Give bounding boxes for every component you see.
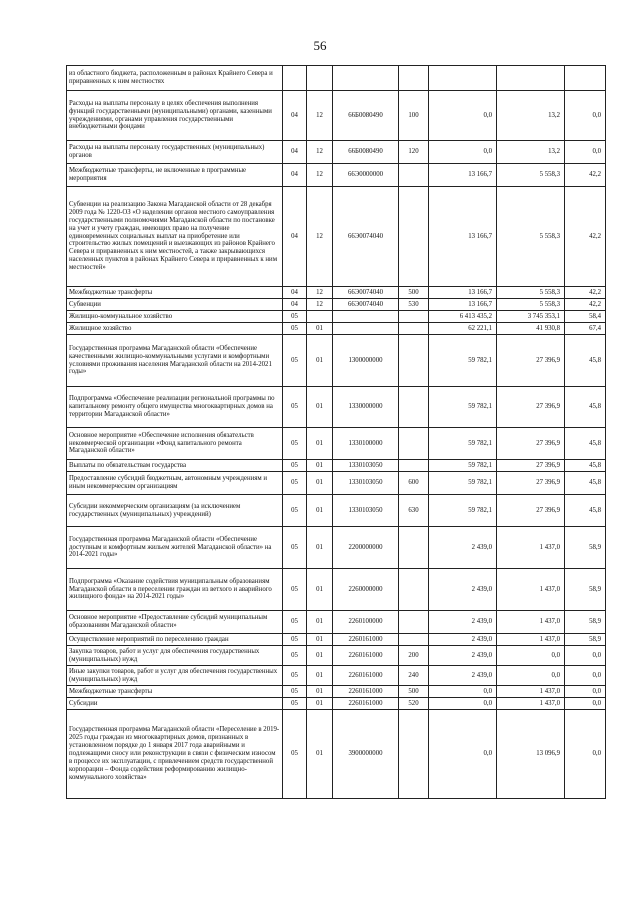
cell-expense-type	[399, 187, 429, 287]
cell-expense-type	[399, 710, 429, 799]
cell-section	[283, 66, 307, 91]
cell-name: Подпрограмма «Оказание содействия муниципальным образованиям Магаданской области в переселении граждан из ветхого и аварийного жилищного фонда» на 2014-2021 годы»	[67, 569, 283, 611]
cell-plan-amount: 13 166,7	[429, 287, 497, 299]
table-body	[67, 66, 606, 799]
cell-percent: 45,8	[565, 460, 606, 472]
cell-plan-amount: 59 782,1	[429, 495, 497, 527]
cell-section: 04	[283, 287, 307, 299]
cell-percent: 58,9	[565, 569, 606, 611]
cell-subsection: 12	[307, 91, 333, 141]
cell-target-article: 66Э0074040	[333, 299, 399, 311]
cell-percent: 42,2	[565, 187, 606, 287]
cell-section: 04	[283, 141, 307, 164]
cell-expense-type	[399, 428, 429, 460]
cell-actual-amount: 1 437,0	[497, 698, 565, 710]
cell-percent: 67,4	[565, 323, 606, 335]
cell-section: 04	[283, 91, 307, 141]
cell-actual-amount: 27 396,9	[497, 460, 565, 472]
cell-name: Субсидии	[67, 698, 283, 710]
cell-name: Жилищно-коммунальное хозяйство	[67, 311, 283, 323]
cell-actual-amount: 13,2	[497, 91, 565, 141]
cell-percent: 58,9	[565, 527, 606, 569]
cell-name: Межбюджетные трансферты, не включенные в программные мероприятия	[67, 164, 283, 187]
cell-expense-type	[399, 569, 429, 611]
cell-subsection: 01	[307, 387, 333, 428]
cell-name: Основное мероприятие «Предоставление субсидий муниципальным образованиям Магаданской области»	[67, 611, 283, 634]
cell-actual-amount: 27 396,9	[497, 387, 565, 428]
budget-table	[66, 65, 606, 799]
cell-target-article: 2200000000	[333, 527, 399, 569]
table-row	[67, 710, 606, 799]
cell-actual-amount: 1 437,0	[497, 569, 565, 611]
table-row	[67, 164, 606, 187]
cell-expense-type: 520	[399, 698, 429, 710]
cell-subsection: 12	[307, 164, 333, 187]
cell-target-article	[333, 311, 399, 323]
page-number: 56	[313, 38, 327, 53]
table-row	[67, 472, 606, 495]
cell-target-article: 2260161000	[333, 666, 399, 686]
cell-target-article: 1330103050	[333, 495, 399, 527]
cell-plan-amount: 59 782,1	[429, 335, 497, 387]
cell-percent: 0,0	[565, 646, 606, 666]
cell-section: 05	[283, 311, 307, 323]
cell-expense-type: 630	[399, 495, 429, 527]
cell-plan-amount: 2 439,0	[429, 569, 497, 611]
cell-name: Расходы на выплаты персоналу государственных (муниципальных) органов	[67, 141, 283, 164]
cell-percent: 45,8	[565, 428, 606, 460]
cell-target-article: 1330000000	[333, 387, 399, 428]
cell-plan-amount: 2 439,0	[429, 646, 497, 666]
cell-name: Иные закупки товаров, работ и услуг для обеспечения государственных (муниципальных) нужд	[67, 666, 283, 686]
cell-percent: 0,0	[565, 91, 606, 141]
cell-section: 04	[283, 187, 307, 287]
cell-name: Межбюджетные трансферты	[67, 287, 283, 299]
cell-plan-amount: 6 413 435,2	[429, 311, 497, 323]
cell-section: 05	[283, 472, 307, 495]
cell-actual-amount: 13,2	[497, 141, 565, 164]
cell-section: 04	[283, 164, 307, 187]
table-row	[67, 428, 606, 460]
cell-name: Государственная программа Магаданской области «Переселение в 2019-2025 годы граждан из многоквартирных домов, признанных в установленном порядке до 1 января 2017 года аварийными и подлежащими сносу или реконструкции в связи с физическим износом в процессе их эксплуатации, с привлечением средств государственной корпорации – Фонда содействия реформированию жилищно-коммунального хозяйства»	[67, 710, 283, 799]
cell-actual-amount: 5 558,3	[497, 299, 565, 311]
table-row	[67, 460, 606, 472]
cell-section: 04	[283, 299, 307, 311]
cell-subsection: 12	[307, 299, 333, 311]
cell-actual-amount: 3 745 353,1	[497, 311, 565, 323]
cell-subsection: 01	[307, 569, 333, 611]
cell-section: 05	[283, 569, 307, 611]
cell-section: 05	[283, 646, 307, 666]
cell-section: 05	[283, 710, 307, 799]
cell-expense-type: 500	[399, 686, 429, 698]
cell-expense-type	[399, 387, 429, 428]
cell-subsection: 01	[307, 710, 333, 799]
cell-subsection: 01	[307, 460, 333, 472]
cell-subsection: 01	[307, 495, 333, 527]
cell-target-article: 2260161000	[333, 634, 399, 646]
cell-target-article: 66Э0074040	[333, 187, 399, 287]
cell-actual-amount: 1 437,0	[497, 611, 565, 634]
table-row	[67, 187, 606, 287]
cell-expense-type	[399, 335, 429, 387]
cell-plan-amount: 0,0	[429, 710, 497, 799]
cell-actual-amount: 5 558,3	[497, 187, 565, 287]
cell-name: Подпрограмма «Обеспечение реализации региональной программы по капитальному ремонту общего имущества многоквартирных домов на территории Магаданской области»	[67, 387, 283, 428]
cell-actual-amount: 0,0	[497, 666, 565, 686]
cell-subsection: 01	[307, 428, 333, 460]
cell-section: 05	[283, 460, 307, 472]
cell-target-article	[333, 66, 399, 91]
cell-expense-type: 120	[399, 141, 429, 164]
cell-section: 05	[283, 611, 307, 634]
cell-name: Государственная программа Магаданской области «Обеспечение доступным и комфортным жильем жителей Магаданской области» на 2014-2021 годы»	[67, 527, 283, 569]
cell-target-article: 1300000000	[333, 335, 399, 387]
cell-subsection: 01	[307, 611, 333, 634]
cell-plan-amount: 13 166,7	[429, 164, 497, 187]
cell-percent: 0,0	[565, 686, 606, 698]
cell-name: Выплаты по обязательствам государства	[67, 460, 283, 472]
cell-percent: 58,4	[565, 311, 606, 323]
cell-actual-amount: 5 558,3	[497, 287, 565, 299]
cell-target-article: 1330103050	[333, 460, 399, 472]
cell-actual-amount: 1 437,0	[497, 686, 565, 698]
table-row	[67, 495, 606, 527]
cell-percent: 42,2	[565, 287, 606, 299]
cell-percent: 58,9	[565, 611, 606, 634]
cell-percent: 45,8	[565, 335, 606, 387]
table-row	[67, 646, 606, 666]
cell-actual-amount: 41 930,8	[497, 323, 565, 335]
cell-name: Основное мероприятие «Обеспечение исполнения обязательств некоммерческой организации «Фонд капитального ремонта Магаданской области»	[67, 428, 283, 460]
cell-section: 05	[283, 686, 307, 698]
table-row	[67, 299, 606, 311]
cell-plan-amount: 2 439,0	[429, 527, 497, 569]
cell-percent: 0,0	[565, 698, 606, 710]
table-row	[67, 311, 606, 323]
table-row	[67, 323, 606, 335]
cell-expense-type: 100	[399, 91, 429, 141]
cell-plan-amount: 0,0	[429, 141, 497, 164]
cell-section: 05	[283, 335, 307, 387]
cell-name: Жилищное хозяйство	[67, 323, 283, 335]
cell-plan-amount: 59 782,1	[429, 428, 497, 460]
cell-actual-amount: 5 558,3	[497, 164, 565, 187]
cell-target-article: 1330100000	[333, 428, 399, 460]
cell-actual-amount: 1 437,0	[497, 527, 565, 569]
cell-section: 05	[283, 666, 307, 686]
cell-name: из областного бюджета, расположенным в районах Крайнего Севера и приравненных к ним местностях	[67, 66, 283, 91]
table-row	[67, 698, 606, 710]
table-row	[67, 686, 606, 698]
cell-name: Субвенции на реализацию Закона Магаданской области от 28 декабря 2009 года № 1220-ОЗ «О наделении органов местного самоуправления государственными полномочиями Магаданской области по постановке на учет и учету граждан, имеющих право на получение единовременных социальных выплат на приобретение или строительство жилых помещений и выезжающих из районов Крайнего Севера и приравненных к ним местностей, а также закрывающихся населенных пунктов в районах Крайнего Севера и приравненных к ним местностей»	[67, 187, 283, 287]
cell-expense-type: 500	[399, 287, 429, 299]
cell-target-article: 2260161000	[333, 686, 399, 698]
table-row	[67, 527, 606, 569]
cell-expense-type	[399, 164, 429, 187]
cell-percent: 0,0	[565, 710, 606, 799]
cell-percent: 45,8	[565, 387, 606, 428]
cell-percent: 45,8	[565, 472, 606, 495]
cell-expense-type: 200	[399, 646, 429, 666]
cell-subsection: 01	[307, 323, 333, 335]
table-row	[67, 666, 606, 686]
cell-expense-type	[399, 634, 429, 646]
cell-actual-amount: 27 396,9	[497, 495, 565, 527]
cell-name: Субвенции	[67, 299, 283, 311]
cell-subsection: 01	[307, 666, 333, 686]
table-row	[67, 569, 606, 611]
cell-expense-type	[399, 527, 429, 569]
table-row	[67, 387, 606, 428]
cell-actual-amount	[497, 66, 565, 91]
cell-plan-amount: 13 166,7	[429, 187, 497, 287]
cell-actual-amount: 27 396,9	[497, 428, 565, 460]
cell-target-article: 1330103050	[333, 472, 399, 495]
cell-actual-amount: 0,0	[497, 646, 565, 666]
table-row	[67, 66, 606, 91]
cell-section: 05	[283, 323, 307, 335]
cell-subsection: 01	[307, 698, 333, 710]
cell-plan-amount: 59 782,1	[429, 472, 497, 495]
cell-plan-amount: 62 221,1	[429, 323, 497, 335]
cell-target-article: 66Б0080490	[333, 91, 399, 141]
cell-expense-type	[399, 460, 429, 472]
table-row	[67, 287, 606, 299]
cell-target-article: 66Э0074040	[333, 287, 399, 299]
cell-plan-amount	[429, 66, 497, 91]
cell-target-article: 3900000000	[333, 710, 399, 799]
cell-plan-amount: 59 782,1	[429, 460, 497, 472]
cell-subsection: 01	[307, 646, 333, 666]
cell-percent: 0,0	[565, 666, 606, 686]
cell-target-article: 2260100000	[333, 611, 399, 634]
cell-target-article	[333, 323, 399, 335]
cell-subsection: 01	[307, 527, 333, 569]
cell-expense-type	[399, 66, 429, 91]
cell-target-article: 66Б0080490	[333, 141, 399, 164]
cell-subsection	[307, 66, 333, 91]
cell-expense-type	[399, 311, 429, 323]
table-row	[67, 611, 606, 634]
cell-subsection: 12	[307, 141, 333, 164]
cell-percent: 42,2	[565, 299, 606, 311]
cell-plan-amount: 0,0	[429, 698, 497, 710]
cell-section: 05	[283, 527, 307, 569]
cell-name: Предоставление субсидий бюджетным, автономным учреждениям и иным некоммерческим организациям	[67, 472, 283, 495]
cell-plan-amount: 13 166,7	[429, 299, 497, 311]
cell-subsection	[307, 311, 333, 323]
cell-actual-amount: 27 396,9	[497, 335, 565, 387]
cell-percent: 42,2	[565, 164, 606, 187]
table-row	[67, 634, 606, 646]
cell-percent	[565, 66, 606, 91]
cell-section: 05	[283, 698, 307, 710]
table-row	[67, 141, 606, 164]
cell-subsection: 01	[307, 634, 333, 646]
cell-subsection: 01	[307, 472, 333, 495]
cell-actual-amount: 27 396,9	[497, 472, 565, 495]
cell-subsection: 01	[307, 686, 333, 698]
cell-plan-amount: 0,0	[429, 686, 497, 698]
cell-subsection: 12	[307, 187, 333, 287]
cell-plan-amount: 2 439,0	[429, 666, 497, 686]
table-row	[67, 335, 606, 387]
cell-name: Расходы на выплаты персоналу в целях обеспечения выполнения функций государственными (муниципальными) органами, казенными учреждениями, органами управления государственными внебюджетными фондами	[67, 91, 283, 141]
cell-plan-amount: 0,0	[429, 91, 497, 141]
cell-expense-type	[399, 611, 429, 634]
cell-section: 05	[283, 495, 307, 527]
cell-target-article: 2260000000	[333, 569, 399, 611]
table-row	[67, 91, 606, 141]
cell-percent: 45,8	[565, 495, 606, 527]
cell-target-article: 66Э0000000	[333, 164, 399, 187]
cell-actual-amount: 13 096,9	[497, 710, 565, 799]
cell-expense-type: 600	[399, 472, 429, 495]
cell-actual-amount: 1 437,0	[497, 634, 565, 646]
cell-name: Субсидии некоммерческим организациям (за исключением государственных (муниципальных) учреждений)	[67, 495, 283, 527]
cell-plan-amount: 2 439,0	[429, 634, 497, 646]
cell-percent: 58,9	[565, 634, 606, 646]
cell-subsection: 12	[307, 287, 333, 299]
cell-section: 05	[283, 634, 307, 646]
cell-name: Осуществление мероприятий по переселению граждан	[67, 634, 283, 646]
cell-subsection: 01	[307, 335, 333, 387]
cell-name: Закупка товаров, работ и услуг для обеспечения государственных (муниципальных) нужд	[67, 646, 283, 666]
cell-percent: 0,0	[565, 141, 606, 164]
cell-target-article: 2260161000	[333, 698, 399, 710]
cell-expense-type: 240	[399, 666, 429, 686]
cell-expense-type	[399, 323, 429, 335]
cell-expense-type: 530	[399, 299, 429, 311]
cell-plan-amount: 2 439,0	[429, 611, 497, 634]
cell-name: Межбюджетные трансферты	[67, 686, 283, 698]
cell-section: 05	[283, 387, 307, 428]
cell-name: Государственная программа Магаданской области «Обеспечение качественными жилищно-коммунальными услугами и комфортными условиями проживания населения Магаданской области на 2014-2021 годы»	[67, 335, 283, 387]
cell-target-article: 2260161000	[333, 646, 399, 666]
cell-plan-amount: 59 782,1	[429, 387, 497, 428]
cell-section: 05	[283, 428, 307, 460]
